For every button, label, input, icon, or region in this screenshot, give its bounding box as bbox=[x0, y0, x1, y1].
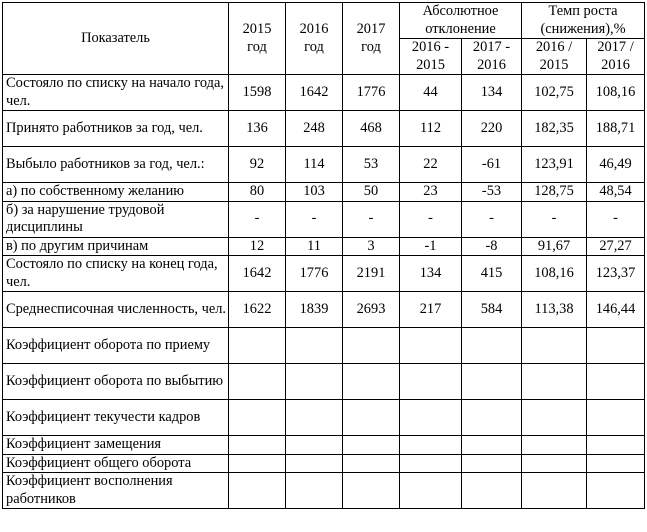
row-label: Коэффициент оборота по приему bbox=[3, 328, 229, 364]
table-cell: -53 bbox=[462, 183, 522, 202]
table-cell bbox=[343, 454, 400, 473]
table-cell bbox=[286, 400, 343, 436]
table-cell bbox=[229, 328, 286, 364]
table-row bbox=[3, 237, 645, 256]
table-cell bbox=[522, 400, 587, 436]
table-cell bbox=[343, 436, 400, 455]
table-cell bbox=[229, 454, 286, 473]
table-cell: 146,44 bbox=[587, 292, 645, 328]
table-cell bbox=[522, 364, 587, 400]
table-cell: 1598 bbox=[229, 75, 286, 111]
table-cell bbox=[522, 454, 587, 473]
header-rate-2017-2016: 2017 / 2016 bbox=[587, 39, 645, 75]
table-cell: 188,71 bbox=[587, 111, 645, 147]
table-cell: 1776 bbox=[343, 75, 400, 111]
header-abs-2017-2016: 2017 - 2016 bbox=[462, 39, 522, 75]
table-cell: - bbox=[522, 201, 587, 237]
row-label: Коэффициент восполнения работников bbox=[3, 473, 229, 509]
table-cell bbox=[462, 364, 522, 400]
table-cell: 102,75 bbox=[522, 75, 587, 111]
table-cell bbox=[522, 473, 587, 509]
row-label: Среднесписочная численность, чел. bbox=[3, 292, 229, 328]
row-label: Коэффициент текучести кадров bbox=[3, 400, 229, 436]
table-cell bbox=[286, 364, 343, 400]
table-cell: -8 bbox=[462, 237, 522, 256]
table-cell bbox=[587, 454, 645, 473]
table-cell bbox=[229, 400, 286, 436]
table-cell bbox=[587, 364, 645, 400]
table-cell: 112 bbox=[400, 111, 462, 147]
table-cell: 48,54 bbox=[587, 183, 645, 202]
table-cell bbox=[400, 400, 462, 436]
table-cell bbox=[400, 436, 462, 455]
table-row bbox=[3, 111, 645, 147]
row-label: а) по собственному желанию bbox=[3, 183, 229, 202]
row-label: Коэффициент общего оборота bbox=[3, 454, 229, 473]
table-cell: - bbox=[462, 201, 522, 237]
table-cell bbox=[462, 436, 522, 455]
table-cell: 27,27 bbox=[587, 237, 645, 256]
table-cell bbox=[400, 328, 462, 364]
table-row bbox=[3, 473, 645, 509]
table-cell: 128,75 bbox=[522, 183, 587, 202]
table-cell: 1839 bbox=[286, 292, 343, 328]
row-label: Выбыло работников за год, чел.: bbox=[3, 147, 229, 183]
table-cell bbox=[522, 436, 587, 455]
table-cell bbox=[286, 436, 343, 455]
table-cell: 248 bbox=[286, 111, 343, 147]
staff-movement-table bbox=[2, 2, 645, 509]
row-label: Состояло по списку на конец года, чел. bbox=[3, 256, 229, 292]
table-cell bbox=[286, 473, 343, 509]
table-cell bbox=[400, 473, 462, 509]
table-cell: 46,49 bbox=[587, 147, 645, 183]
table-cell: - bbox=[587, 201, 645, 237]
table-row bbox=[3, 75, 645, 111]
table-cell: - bbox=[400, 201, 462, 237]
table-cell: 92 bbox=[229, 147, 286, 183]
table-cell: 113,38 bbox=[522, 292, 587, 328]
row-label: в) по другим причинам bbox=[3, 237, 229, 256]
table-cell: -61 bbox=[462, 147, 522, 183]
table-cell bbox=[343, 400, 400, 436]
table-cell bbox=[587, 436, 645, 455]
table-cell: 12 bbox=[229, 237, 286, 256]
table-cell bbox=[400, 364, 462, 400]
table-cell bbox=[587, 473, 645, 509]
table-cell bbox=[587, 328, 645, 364]
table-cell bbox=[229, 436, 286, 455]
header-abs-deviation: Абсолютное отклонение bbox=[400, 3, 522, 39]
table-cell: 80 bbox=[229, 183, 286, 202]
table-cell bbox=[286, 328, 343, 364]
table-cell: 1642 bbox=[229, 256, 286, 292]
header-growth-rate: Темп роста (снижения),% bbox=[522, 3, 645, 39]
table-cell: 584 bbox=[462, 292, 522, 328]
table-row bbox=[3, 292, 645, 328]
header-indicator: Показатель bbox=[3, 3, 229, 75]
table-cell bbox=[343, 473, 400, 509]
table-cell: 123,37 bbox=[587, 256, 645, 292]
table-cell: 3 bbox=[343, 237, 400, 256]
row-label: Коэффициент замещения bbox=[3, 436, 229, 455]
table-cell: 108,16 bbox=[522, 256, 587, 292]
table-cell: 123,91 bbox=[522, 147, 587, 183]
header-year-2017: 2017 год bbox=[343, 3, 400, 75]
header-rate-2016-2015: 2016 / 2015 bbox=[522, 39, 587, 75]
table-cell: 468 bbox=[343, 111, 400, 147]
table-cell: 91,67 bbox=[522, 237, 587, 256]
table-cell bbox=[587, 400, 645, 436]
table-cell: 22 bbox=[400, 147, 462, 183]
table-cell: 103 bbox=[286, 183, 343, 202]
table-cell bbox=[462, 400, 522, 436]
table-row bbox=[3, 256, 645, 292]
table-cell: 2693 bbox=[343, 292, 400, 328]
table-cell: 134 bbox=[400, 256, 462, 292]
table-row bbox=[3, 436, 645, 455]
table-cell: -1 bbox=[400, 237, 462, 256]
table-row bbox=[3, 400, 645, 436]
table-row bbox=[3, 147, 645, 183]
table-cell: 1622 bbox=[229, 292, 286, 328]
table-cell: 415 bbox=[462, 256, 522, 292]
table-body bbox=[3, 75, 645, 509]
table-cell: 220 bbox=[462, 111, 522, 147]
table-cell bbox=[343, 364, 400, 400]
table-cell: - bbox=[229, 201, 286, 237]
row-label: Принято работников за год, чел. bbox=[3, 111, 229, 147]
table-row bbox=[3, 201, 645, 237]
table-cell bbox=[462, 454, 522, 473]
table-cell bbox=[229, 473, 286, 509]
table-cell: - bbox=[343, 201, 400, 237]
table-cell: 44 bbox=[400, 75, 462, 111]
header-year-2015: 2015 год bbox=[229, 3, 286, 75]
table-cell bbox=[522, 328, 587, 364]
table-cell bbox=[229, 364, 286, 400]
table-cell: 114 bbox=[286, 147, 343, 183]
table-cell: 182,35 bbox=[522, 111, 587, 147]
table-cell: 53 bbox=[343, 147, 400, 183]
table-cell: 11 bbox=[286, 237, 343, 256]
table-cell: 2191 bbox=[343, 256, 400, 292]
table-cell bbox=[343, 328, 400, 364]
table-row bbox=[3, 364, 645, 400]
table-cell: 134 bbox=[462, 75, 522, 111]
row-label: Коэффициент оборота по выбытию bbox=[3, 364, 229, 400]
table-cell: 1642 bbox=[286, 75, 343, 111]
header-year-2016: 2016 год bbox=[286, 3, 343, 75]
table-row bbox=[3, 183, 645, 202]
header-abs-2016-2015: 2016 - 2015 bbox=[400, 39, 462, 75]
table-cell: 217 bbox=[400, 292, 462, 328]
table-cell: 1776 bbox=[286, 256, 343, 292]
table-row bbox=[3, 454, 645, 473]
row-label: б) за нарушение трудовой дисциплины bbox=[3, 201, 229, 237]
table-cell: 108,16 bbox=[587, 75, 645, 111]
table-cell: 50 bbox=[343, 183, 400, 202]
table-cell bbox=[400, 454, 462, 473]
table-cell: - bbox=[286, 201, 343, 237]
table-cell bbox=[286, 454, 343, 473]
table-cell: 136 bbox=[229, 111, 286, 147]
row-label: Состояло по списку на начало года, чел. bbox=[3, 75, 229, 111]
table-row bbox=[3, 328, 645, 364]
table-cell: 23 bbox=[400, 183, 462, 202]
table-cell bbox=[462, 328, 522, 364]
header-row-1 bbox=[3, 3, 645, 39]
table-cell bbox=[462, 473, 522, 509]
